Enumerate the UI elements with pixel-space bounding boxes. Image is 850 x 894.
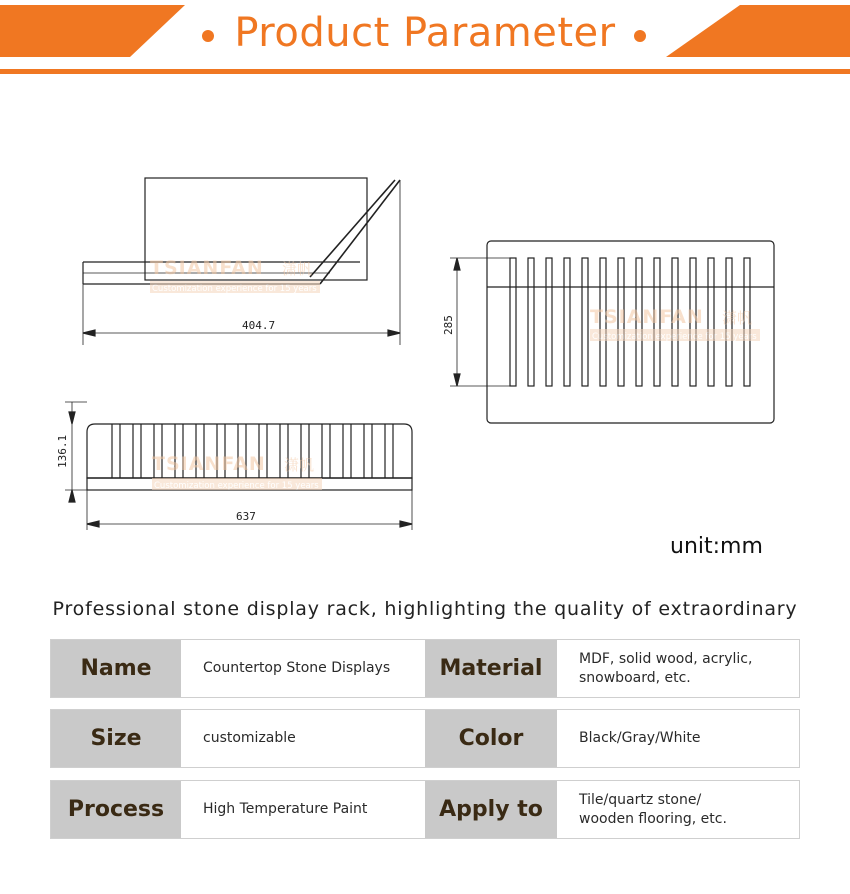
spec-value: Black/Gray/White — [579, 730, 701, 746]
spec-value-line-1: MDF, solid wood, acrylic, — [579, 650, 753, 667]
spec-row-1 — [50, 639, 800, 698]
watermark-1 — [150, 257, 320, 294]
unit-label: unit:mm — [670, 534, 763, 559]
spec-row-2 — [50, 709, 800, 768]
header-underline — [0, 69, 850, 74]
watermark-2 — [590, 306, 760, 342]
spec-key: Color — [425, 710, 557, 767]
watermark-tagline: Customization experience for 15 years — [152, 284, 317, 294]
spec-key: Material — [425, 640, 557, 697]
spec-row-3 — [50, 780, 800, 839]
spec-key: Name — [51, 640, 181, 697]
spec-key: Size — [51, 710, 181, 767]
watermark-3 — [152, 453, 322, 491]
spec-key: Apply to — [425, 781, 557, 838]
spec-value-line-1: Tile/quartz stone/ — [579, 791, 702, 808]
spec-value: customizable — [203, 730, 296, 746]
product-tagline: Professional stone display rack, highlighting the quality of extraordinary — [52, 598, 798, 620]
spec-value-line-2: snowboard, etc. — [579, 669, 691, 686]
watermark-cn: 潇帆 — [284, 456, 315, 474]
dimension-depth: 285 — [442, 315, 455, 335]
spec-value: High Temperature Paint — [203, 801, 368, 817]
spec-value — [557, 640, 800, 697]
dimension-width-top: 404.7 — [242, 319, 276, 332]
watermark-tagline: Customization experience for 15 years — [154, 481, 319, 491]
watermark-brand: TSIANFAN — [150, 257, 264, 279]
watermark-cn: 潇帆 — [282, 260, 313, 278]
drawing-canvas — [0, 80, 850, 600]
spec-value — [557, 781, 800, 838]
watermark-tagline: Customization experience for 15 years — [592, 332, 757, 342]
spec-value-line-2: wooden flooring, etc. — [579, 810, 727, 827]
page-title: Product Parameter — [234, 10, 616, 56]
header-banner — [0, 0, 850, 80]
dimension-height: 136.1 — [56, 434, 69, 468]
technical-drawings — [0, 80, 850, 600]
watermark-cn: 潇帆 — [722, 309, 753, 327]
watermark-brand: TSIANFAN — [152, 453, 266, 475]
spec-value: Countertop Stone Displays — [203, 660, 391, 676]
watermark-brand: TSIANFAN — [590, 306, 704, 328]
dimension-width-front: 637 — [236, 510, 256, 523]
spec-key: Process — [51, 781, 181, 838]
